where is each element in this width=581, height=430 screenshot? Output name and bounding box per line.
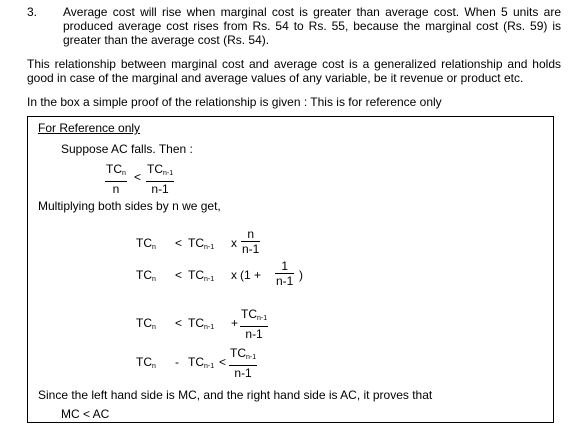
eq3-lhs: $TC_n$ [136,316,156,331]
eq1-tcn1: $TC_{n-1}$ [188,236,215,251]
eq2-times: x [231,268,237,282]
eq1-fraction: $\frac{n}{n-1}$ [242,227,260,256]
eq4-lt: < [219,355,227,369]
paragraph-relationship: This relationship between marginal cost and average cost is a generalized relationship and holds good in case of the marginal and average values of any variable, be it revenue or product etc. [27,57,561,85]
eq3-fraction: $TC_{n-1}$ n-1 [241,307,268,341]
fraction-tcn1-over-n1: $TC_{n-1}$ n-1 [147,162,174,196]
eq3-plus: + [231,316,239,330]
eq2-lt: < [175,268,183,282]
eq2-fraction: $\frac{1}{n-1}$ [276,259,294,288]
eq2-paren-close: ) [299,268,303,282]
point-number: 3. [27,5,38,19]
conclusion-line: Since the left hand side is MC, and the right hand side is AC, it proves that [38,388,433,402]
eq1-lhs: $TC_n$ [136,236,156,251]
eq1-lt: < [175,236,183,250]
multiply-line: Multiplying both sides by n we get, [38,199,221,213]
eq1-times: x [231,236,237,250]
eq3-tcn1: $TC_{n-1}$ [188,316,215,331]
eq3-lt: < [175,316,183,330]
eq2-lhs: $TC_n$ [136,268,156,283]
eq4-lhs: $TC_n$ [136,355,156,370]
eq4-tcn1: $TC_{n-1}$ [188,355,215,370]
box-heading: For Reference only [38,121,141,135]
fraction-tcn-over-n: $TC_n$ n [106,162,126,196]
eq2-tcn1: $TC_{n-1}$ [188,268,215,283]
result-line: MC < AC [61,407,110,421]
paragraph-box-intro: In the box a simple proof of the relationship is given : This is for reference only [27,95,442,109]
eq2-paren-open: (1 + [240,268,262,282]
suppose-line: Suppose AC falls. Then : [61,142,193,156]
reference-box [27,116,554,423]
eq4-fraction: $TC_{n-1}$ n-1 [230,346,257,380]
point-text: Average cost will rise when marginal cost is greater than average cost. When 5 units are produced average cost rises from Rs. 54 to Rs. 55, because the marginal cost (Rs. 59) is greater than the average cost (Rs. 54). [63,5,561,47]
less-than-sign: < [134,170,142,184]
eq4-minus: - [175,355,179,369]
